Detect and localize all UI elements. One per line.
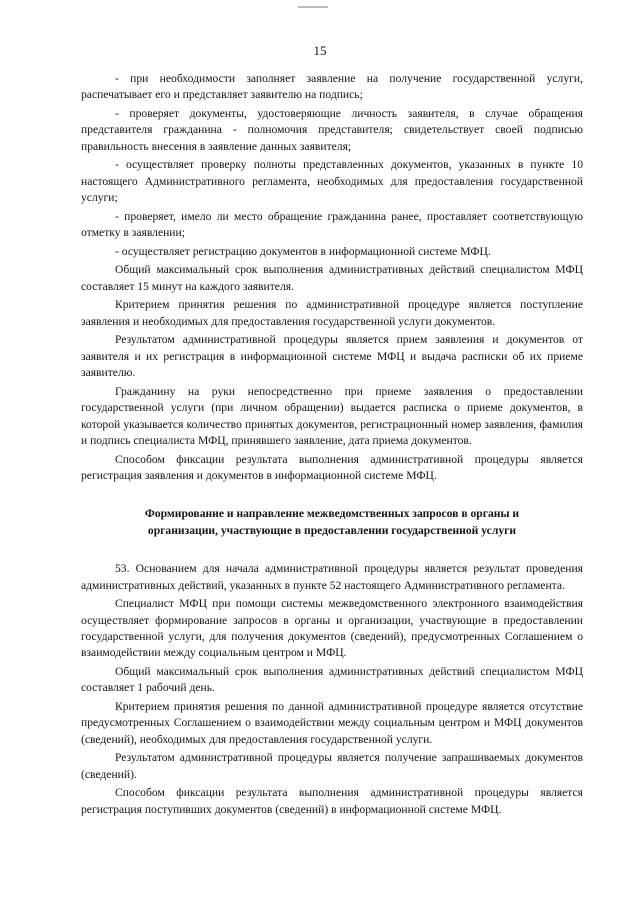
paragraph: Специалист МФЦ при помощи системы межведомственного электронного взаимодействия осуществляет формирование запросов в органы и организации, участвующие в предоставлении государственной услуги, для получения документов (сведений), предусмотренных Соглашением о взаимодействии между социальным центром и МФЦ. bbox=[81, 597, 583, 660]
paragraph: - проверяет документы, удостоверяющие личность заявителя, в случае обращения представителя гражданина - полномочия представителя; свидетельствует своей подписью правильность внесения в заявление данных заявителя; bbox=[81, 107, 583, 153]
paragraph: Общий максимальный срок выполнения административных действий специалистом МФЦ составляет 1 рабочий день. bbox=[81, 665, 583, 695]
paragraph: 53. Основанием для начала административной процедуры является результат проведения административных действий, указанных в пункте 52 настоящего Административного регламента. bbox=[81, 562, 583, 592]
paragraph: - осуществляет проверку полноты представленных документов, указанных в пункте 10 настоящего Административного регламента, необходимых для предоставления государственной услуги; bbox=[81, 158, 583, 205]
section-heading-line: организации, участвующие в предоставлении государственной услуги bbox=[147, 523, 517, 537]
page-number: 15 bbox=[313, 43, 327, 58]
paragraph: Критерием принятия решения по данной административной процедуре является отсутствие предусмотренных Соглашением о взаимодействии между социальным центром и МФЦ документов (сведений), необходимых для предоставления государственной услуги. bbox=[81, 700, 583, 746]
paragraph: Способом фиксации результата выполнения административной процедуры является регистрация поступивших документов (сведений) в информационной системе МФЦ. bbox=[81, 786, 583, 816]
document-body bbox=[81, 71, 583, 820]
paragraph: Критерием принятия решения по административной процедуре является поступление заявления и необходимых для предоставления государственной услуги документов. bbox=[81, 298, 583, 328]
paragraph: - проверяет, имело ли место обращение гражданина ранее, проставляет соответствующую отметку в заявлении; bbox=[81, 209, 583, 240]
section-heading bbox=[91, 506, 573, 539]
paragraph: Гражданину на руки непосредственно при приеме заявления о предоставлении государственной услуги (при личном обращении) выдается расписка о приеме документов, в которой указывается количество принятых документов, регистрационный номер заявления, фамилия и подпись специалиста МФЦ, принявшего заявление, дата приема документов. bbox=[81, 384, 583, 448]
section-heading-line: Формирование и направление межведомственных запросов в органы и bbox=[144, 507, 520, 521]
paragraph: Результатом административной процедуры является прием заявления и документов от заявителя и их регистрация в информационной системе МФЦ и выдача расписки об их приеме заявителю. bbox=[81, 333, 583, 380]
paragraph: Результатом административной процедуры является получение запрашиваемых документов (сведений). bbox=[81, 751, 583, 781]
paragraph: - при необходимости заполняет заявление на получение государственной услуги, распечатывает его и представляет заявителю на подпись; bbox=[81, 72, 583, 102]
paragraph: - осуществляет регистрацию документов в информационной системе МФЦ. bbox=[115, 244, 491, 258]
paragraph: Способом фиксации результата выполнения административной процедуры является регистрация заявления и документов в информационной системе МФЦ. bbox=[81, 452, 583, 483]
paragraph: Общий максимальный срок выполнения административных действий специалистом МФЦ составляет 15 минут на каждого заявителя. bbox=[81, 263, 583, 293]
scan-mark bbox=[298, 6, 328, 8]
